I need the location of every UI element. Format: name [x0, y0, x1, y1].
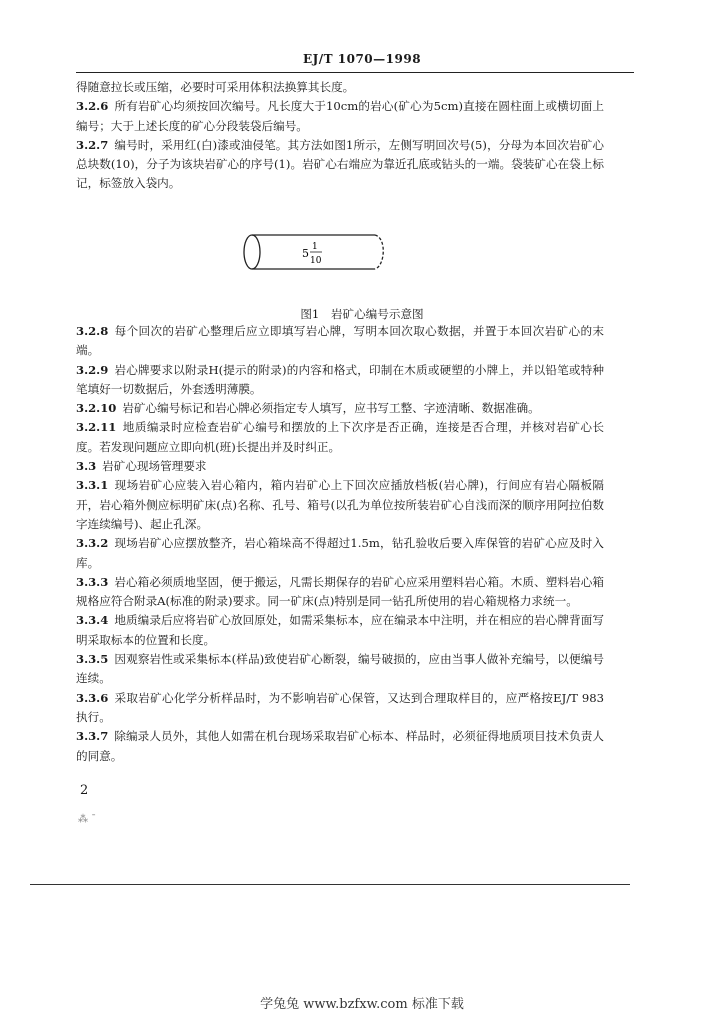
standard-code-header: EJ/T 1070—1998 [302, 52, 422, 66]
paragraph-text: 岩矿心编号标记和岩心牌必须指定专人填写，应书写工整、字迹清晰、数据准确。 [122, 401, 540, 416]
paragraph-3-3-4 [76, 611, 604, 650]
paragraph-text: 每个回次的岩矿心整理后应立即填写岩心牌，写明本回次取心数据，并置于本回次岩矿心的末端。 [76, 324, 604, 358]
fraction-numerator: 1 [312, 242, 318, 252]
clause-number: 3.2.10 [76, 401, 117, 416]
paragraph-3-2-10 [76, 399, 604, 418]
section-number: 3.3 [76, 459, 97, 474]
paragraph-text: 地质编录后应将岩矿心放回原处，如需采集标本，应在编录本中注明，并在相应的岩心牌背面写明采取标本的位置和长度。 [76, 613, 604, 647]
clause-number: 3.2.8 [76, 324, 109, 338]
bottom-rule [30, 884, 630, 885]
paragraph-text: 地质编录时应检查岩矿心编号和摆放的上下次序是否正确，连接是否合理，并核对岩矿心长度。若发现问题应立即向机(班)长提出并及时纠正。 [76, 420, 604, 454]
clause-number: 3.3.7 [76, 729, 109, 744]
paragraph-text: 岩心箱必须质地坚固，便于搬运，凡需长期保存的岩矿心应采用塑料岩心箱。木质、塑料岩心箱规格应符合附录A(标准的附录)要求。同一矿床(点)特别是同一钻孔所使用的岩心箱规格力求统一。 [76, 574, 604, 609]
paragraph-continuation [76, 78, 604, 97]
body-text-bottom [76, 322, 604, 766]
paragraph-3-2-8 [76, 322, 604, 361]
page-number: 2 [80, 783, 89, 798]
paragraph-3-3-6 [76, 689, 604, 728]
paragraph-3-2-9 [76, 361, 604, 400]
paragraph-3-3-3 [76, 573, 604, 612]
paragraph-3-3-2 [76, 534, 604, 573]
clause-number: 3.3.6 [76, 690, 109, 705]
paragraph-text: 所有岩矿心均须按回次编号。凡长度大于10cm的岩心(矿心为5cm)直接在圆柱面上或横切面上编号；大于上述长度的矿心分段装袋后编号。 [76, 99, 604, 133]
paragraph-text: 采取岩矿心化学分析样品时，为不影响岩矿心保管，又达到合理取样目的，应严格按EJ/T 983执行。 [76, 690, 604, 724]
clause-number: 3.2.9 [76, 362, 109, 377]
run-number-label: 5 [302, 247, 309, 260]
fraction-denominator: 10 [310, 256, 322, 266]
paragraph-3-2-11 [76, 418, 604, 457]
paragraph-text: 现场岩矿心应摆放整齐，岩心箱垛高不得超过1.5m，钻孔验收后要入库保管的岩矿心应及时入库。 [76, 536, 604, 570]
section-title: 岩矿心现场管理要求 [102, 459, 207, 474]
paragraph-3-2-6 [76, 97, 604, 136]
paragraph-text: 编号时，采用红(白)漆或油侵笔。其方法如图1所示，左侧写明回次号(5)，分母为本回次岩矿心总块数(10)，分子为该块岩矿心的序号(1)。岩矿心右端应为靠近孔底或钻头的一端。袋装矿心在袋上标记，标签放入袋内。 [76, 137, 604, 191]
paragraph-text: 因观察岩性或采集标本(样品)致使岩矿心断裂，编号破损的，应由当事人做补充编号，以便编号连续。 [76, 652, 604, 686]
paragraph-3-2-7 [76, 136, 604, 194]
clause-number: 3.3.5 [76, 652, 109, 667]
figure-caption: 图1 岩矿心编号示意图 [300, 307, 424, 321]
paragraph-3-3-1 [76, 476, 604, 534]
paragraph-3-3-5 [76, 650, 604, 689]
clause-number: 3.3.3 [76, 574, 109, 589]
paragraph-text: 岩心牌要求以附录H(提示的附录)的内容和格式，印制在木质或硬塑的小牌上，并以铅笔或特种笔填好一切数据后，外套透明薄膜。 [76, 362, 604, 396]
clause-number: 3.2.6 [76, 99, 109, 114]
clause-number: 3.2.11 [76, 420, 117, 435]
clause-number: 3.3.2 [76, 536, 109, 551]
paragraph-text: 除编录人员外，其他人如需在机台现场采取岩矿心标本、样品时，必须征得地质项目技术负责人的同意。 [76, 729, 604, 763]
clause-number: 3.3.1 [76, 478, 109, 493]
scan-smudge-mark: ⁂ ˉ [78, 814, 97, 825]
core-numbering-figure [240, 222, 390, 282]
paragraph-text: 得随意拉长或压缩，必要时可采用体积法换算其长度。 [76, 80, 355, 94]
header-rule [76, 72, 634, 73]
clause-number: 3.3.4 [76, 613, 109, 628]
paragraph-3-3-7 [76, 727, 604, 766]
clause-number: 3.2.7 [76, 137, 109, 152]
body-text-top [76, 78, 604, 194]
watermark-footer: 学兔兔 www.bzfxw.com 标准下载 [260, 997, 464, 1012]
section-heading-3-3 [76, 457, 604, 476]
paragraph-text: 现场岩矿心应装入岩心箱内，箱内岩矿心上下回次应插放档板(岩心牌)，行间应有岩心隔板隔开，岩心箱外侧应标明矿床(点)名称、孔号、箱号(以孔为单位按所装岩矿心自浅而深的顺序用阿拉伯数字连续编号)、起止孔深。 [76, 478, 604, 531]
